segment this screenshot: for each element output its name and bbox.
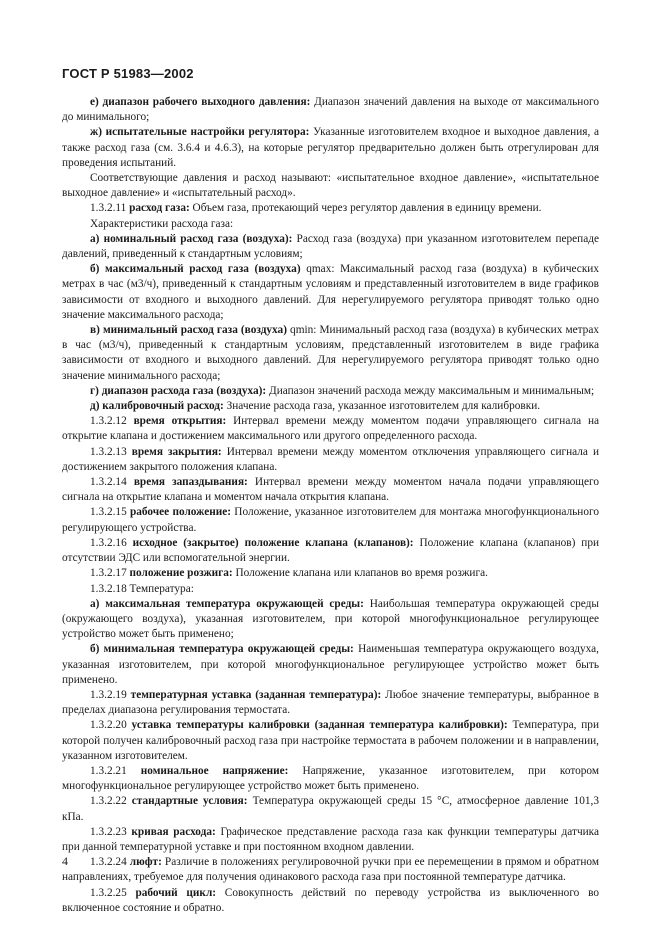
paragraph — [62, 505, 599, 535]
paragraph — [62, 597, 599, 643]
term: время открытия: — [133, 415, 227, 428]
paragraph — [62, 414, 599, 444]
paragraph — [62, 232, 599, 262]
definition: Расход газа (воздуха) при указанном изготовителем перепаде давлений, приведенный к стандартным условиям; — [62, 232, 599, 261]
term: кривая расхода: — [131, 825, 216, 838]
definition: Указанные изготовителем входное и выходное давления, а также расход газа (см. 3.6.4 и 4.6.3), на которые регулятор предварительно должен быть отрегулирован для проведения испытаний. — [62, 126, 599, 169]
term: время закрытия: — [131, 445, 222, 458]
paragraph — [62, 95, 599, 125]
clause-number: 1.3.2.14 — [90, 476, 134, 489]
definition: Интервал времени между моментом начала подачи управляющего сигнала на открытие клапана и моментом начала открытия клапана. — [62, 476, 599, 504]
term: г) диапазон расхода газа (воздуха): — [90, 384, 267, 397]
paragraph — [62, 794, 599, 824]
definition: Любое значение температуры, выбранное в пределах диапазона регулирования термостата. — [62, 688, 600, 717]
clause-number: 1.3.2.12 — [90, 415, 134, 428]
paragraph — [62, 125, 599, 171]
page-number: 4 — [62, 854, 68, 868]
clause-number: 1.3.2.22 — [90, 795, 132, 808]
paragraph — [62, 262, 599, 323]
definition: qmax: Максимальный расход газа (воздуха) в кубических метрах в час (м3/ч), приведенный к стандартным условиям и представленный изготовителем в виде графиков зависимости от входного и выходного давлений. Для нерегулируемого регулятора приводят только одно значение максимального расхода; — [62, 263, 599, 321]
paragraph — [62, 399, 599, 414]
clause-number: 1.3.2.23 — [90, 825, 132, 838]
clause-number: 1.3.2.13 — [90, 445, 132, 458]
clause-number: 1.3.2.24 — [90, 856, 130, 869]
document-body — [62, 95, 599, 916]
definition: Различие в положениях регулировочной ручки при ее перемещении в прямом и обратном направлениях, требуемое для получения одинакового расхода газа при постоянной температуре датчика. — [62, 856, 599, 884]
paragraph — [62, 886, 599, 916]
paragraph — [62, 536, 599, 566]
term: время запаздывания: — [133, 476, 248, 489]
term: е) диапазон рабочего выходного давления: — [90, 96, 311, 108]
term: а) максимальная температура окружающей среды: — [90, 597, 364, 610]
paragraph — [62, 384, 599, 399]
clause-number: 1.3.2.25 — [90, 886, 136, 899]
paragraph — [62, 825, 599, 855]
clause-number: 1.3.2.16 — [90, 536, 133, 549]
definition: Диапазон значений расхода между максимальным и минимальным; — [266, 384, 595, 397]
paragraph — [62, 855, 599, 885]
term: а) номинальный расход газа (воздуха): — [90, 232, 293, 245]
paragraph — [62, 445, 599, 475]
term: рабочее положение: — [130, 506, 232, 519]
paragraph — [62, 323, 599, 384]
term: люфт: — [129, 856, 162, 869]
clause-number: 1.3.2.18 — [90, 582, 130, 595]
term: б) максимальный расход газа (воздуха) — [90, 263, 301, 276]
definition: Интервал времени между моментом подачи управляющего сигнала на открытие клапана и достижением максимального или другого определенного расхода. — [62, 415, 599, 443]
definition: Наименьшая температура окружающего воздуха, указанная изготовителем, при которой многофункциональное регулирующее устройство может быть применено. — [62, 643, 600, 686]
clause-number: 1.3.2.11 — [90, 202, 130, 215]
term: в) минимальный расход газа (воздуха) — [90, 324, 287, 337]
paragraph — [62, 475, 599, 505]
term: номинальное напряжение: — [140, 764, 289, 777]
definition: qmin: Минимальный расход газа (воздуха) в кубических метрах в час (м3/ч), приведенный к стандартным условиям, представленный изготовителем в виде графика зависимости от входного и выходного давлений. Для нерегулируемого регулятора приводят только одно значение минимального расхода; — [62, 324, 599, 382]
definition: Наибольшая температура окружающей среды (окружающего воздуха), указанная изготовителем, при которой многофункциональное регулирующее устройство может быть применено; — [62, 597, 599, 641]
paragraph — [62, 217, 599, 232]
term: ж) испытательные настройки регулятора: — [90, 126, 310, 139]
term: положение розжига: — [129, 567, 233, 580]
definition: Положение клапана (клапанов) при отсутствии ЭДС или вспомогательной энергии. — [62, 536, 600, 565]
paragraph — [62, 566, 599, 581]
term: стандартные условия: — [131, 795, 248, 808]
clause-number: 1.3.2.15 — [90, 506, 130, 519]
term: уставка температуры калибровки (заданная температура калибровки): — [131, 719, 508, 732]
definition: Напряжение, указанное изготовителем, при котором многофункциональное регулирующее устройство может быть применено. — [62, 764, 599, 793]
definition: Положение клапана или клапанов во время розжига. — [232, 567, 488, 580]
paragraph — [62, 201, 599, 216]
term: исходное (закрытое) положение клапана (клапанов): — [132, 536, 414, 549]
paragraph — [62, 171, 599, 201]
paragraph — [62, 642, 599, 688]
paragraph — [62, 718, 599, 764]
definition: Температура окружающей среды 15 °С, атмосферное давление 101,3 кПа. — [62, 795, 599, 823]
definition: Объем газа, протекающий через регулятор давления в единицу времени. — [189, 202, 542, 215]
definition: Температура: — [129, 582, 194, 595]
clause-number: 1.3.2.21 — [90, 764, 141, 777]
term: рабочий цикл: — [135, 886, 217, 899]
paragraph — [62, 764, 599, 794]
clause-number: 1.3.2.20 — [90, 719, 132, 732]
term: расход газа: — [129, 202, 190, 215]
definition: Диапазон значений давления на выходе от максимального до минимального; — [62, 96, 599, 124]
definition: Значение расхода газа, указанное изготовителем для калибровки. — [223, 400, 541, 413]
definition: Положение, указанное изготовителем для монтажа многофункционального регулирующего устройства. — [62, 506, 599, 534]
clause-number: 1.3.2.19 — [90, 688, 131, 701]
document-header: ГОСТ Р 51983—2002 — [62, 66, 194, 81]
definition: Соответствующие давления и расход называют: «испытательное входное давление», «испытательное выходное давление» и «испытательный расход». — [62, 172, 599, 200]
definition: Графическое представление расхода газа как функции температуры датчика при данной температурной уставке и при постоянном входном давлении. — [62, 825, 600, 853]
term: д) калибровочный расход: — [90, 400, 224, 413]
term: температурная уставка (заданная температура): — [130, 688, 382, 701]
paragraph — [62, 688, 599, 718]
definition: Характеристики расхода газа: — [90, 217, 234, 230]
definition: Температура, при которой получен калибровочный расход газа при настройке термостата в рабочем положении и в направлении, указанном изготовителем. — [62, 719, 599, 762]
definition: Совокупность действий по переводу устройства из выключенного во включенное состояние и обратно. — [62, 886, 599, 914]
paragraph — [62, 582, 599, 597]
clause-number: 1.3.2.17 — [90, 567, 130, 580]
term: б) минимальная температура окружающей среды: — [90, 643, 354, 656]
definition: Интервал времени между моментом отключения управляющего сигнала и достижением закрытого положения клапана. — [62, 445, 599, 473]
